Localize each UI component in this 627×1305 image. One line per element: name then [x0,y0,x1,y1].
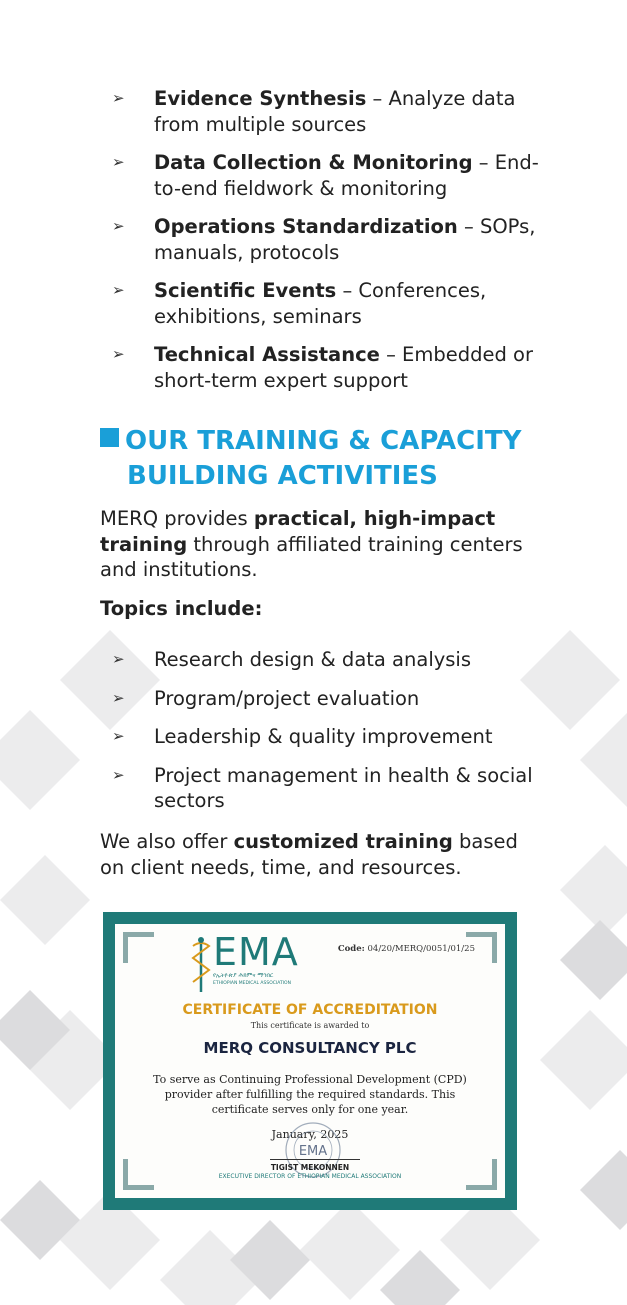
list-item [110,763,540,814]
arrow-bullet-icon: ➢ [112,281,125,299]
service-description: – Analyze data from multiple sources [154,87,516,136]
square-bullet-icon [100,428,119,447]
section-heading [100,424,540,494]
topics-list [110,647,540,827]
list-item [110,724,540,750]
arrow-bullet-icon: ➢ [112,727,125,745]
signature-line [270,1159,360,1160]
topic-text: Program/project evaluation [154,686,420,710]
code-value: 04/20/MERQ/0051/01/25 [367,944,475,954]
corner-ornament [123,932,154,963]
arrow-bullet-icon: ➢ [112,345,125,363]
signer-name: TIGIST MEKONNEN [270,1163,350,1172]
topic-text: Research design & data analysis [154,648,472,671]
list-item [110,86,540,137]
certificate-paper [115,924,505,1198]
intro-emphasis: practical, high-impact training [100,507,496,556]
service-description: – Embedded or short-term expert support [154,343,534,392]
list-item [110,686,540,712]
arrow-bullet-icon: ➢ [112,765,125,784]
arrow-bullet-icon: ➢ [112,650,125,668]
custom-emphasis: customized training [233,830,453,853]
signer-title: EXECUTIVE DIRECTOR OF ETHIOPIAN MEDICAL ASSOCIATION [218,1173,402,1180]
services-list [110,86,540,406]
custom-training-paragraph [100,829,540,880]
topics-label: Topics include: [100,597,263,620]
certificate-date: January, 2025 [271,1128,349,1141]
ema-amharic-name: የኢትዮጵያ ሕክምና ማኅበር [213,972,274,979]
list-item [110,214,540,265]
certificate-body: To serve as Continuing Professional Development (CPD) provider after fulfilling the required standards. This certificate serves only for one year. [153,1073,467,1116]
service-name: Operations Standardization [154,215,458,238]
service-name: Evidence Synthesis [154,87,367,110]
arrow-bullet-icon: ➢ [112,688,125,707]
seal-text: EMA [298,1144,328,1159]
intro-paragraph [100,506,540,583]
intro-text-end: through affiliated training centers and institutions. [100,532,523,581]
arrow-bullet-icon: ➢ [112,217,125,235]
arrow-bullet-icon: ➢ [112,153,125,171]
custom-text: We also offer [100,830,234,853]
ema-english-name: ETHIOPIAN MEDICAL ASSOCIATION [213,981,291,986]
intro-text: MERQ provides [100,507,254,530]
service-name: Scientific Events [154,279,337,302]
list-item [110,278,540,329]
ema-logo-text: EMA [213,930,299,974]
service-description: – End-to-end fieldwork & monitoring [154,151,539,200]
list-item [110,150,540,201]
certificate-awarded-line: This certificate is awarded to [250,1021,370,1030]
list-item [110,647,540,673]
topic-text: Project management in health & social sectors [154,763,533,812]
service-name: Data Collection & Monitoring [154,151,473,174]
certificate-title: CERTIFICATE OF ACCREDITATION [182,1002,438,1018]
certificate-code [338,944,475,954]
heading-line-1: OUR TRAINING & CAPACITY [125,426,522,456]
heading-line-2: BUILDING ACTIVITIES [127,461,438,491]
arrow-bullet-icon: ➢ [112,89,125,107]
list-item [110,342,540,393]
topic-text: Leadership & quality improvement [154,725,493,748]
accreditation-certificate-image [103,912,517,1210]
certificate-recipient: MERQ CONSULTANCY PLC [203,1039,417,1057]
custom-text-end: based on client needs, time, and resources. [100,830,518,879]
service-name: Technical Assistance [154,343,380,366]
service-description: – SOPs, manuals, protocols [154,215,536,264]
service-description: – Conferences, exhibitions, seminars [154,279,487,328]
code-label: Code: [337,944,365,954]
